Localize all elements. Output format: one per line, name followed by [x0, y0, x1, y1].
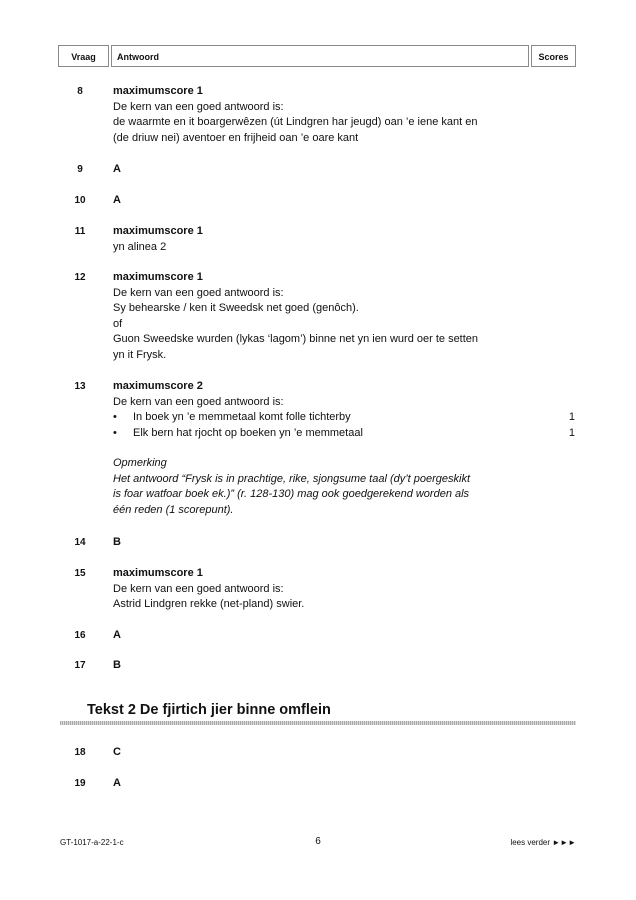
answer-intro: De kern van een goed antwoord is: [113, 100, 284, 113]
answer-line: Guon Sweedske wurden (lykas ‘lagom’) binne net yn ien wurd oer te setten [113, 333, 479, 345]
bullet-text: In boek yn ’e memmetaal komt folle tichterby [133, 411, 351, 423]
answer-intro: De kern van een goed antwoord is: [113, 395, 284, 408]
section-divider [60, 721, 576, 725]
note-line: één reden (1 scorepunt). [113, 503, 234, 516]
answer-intro: De kern van een goed antwoord is: [113, 286, 284, 299]
page-number: 6 [315, 836, 321, 847]
answer-line: Astrid Lindgren rekke (net-pland) swier. [113, 598, 305, 610]
bullet-points: 1 [568, 426, 575, 439]
answer-letter: A [113, 163, 121, 175]
question-number: 18 [74, 747, 86, 758]
answer-bullet [113, 426, 575, 442]
answer-letter: A [113, 194, 121, 206]
bullet-icon: • [113, 411, 117, 423]
question-number: 11 [74, 226, 86, 237]
answer-bullet [113, 410, 575, 426]
question-number: 8 [77, 86, 83, 97]
max-score: maximumscore 1 [113, 85, 203, 97]
note-title: Opmerking [113, 457, 167, 469]
answer-line: Sy behearske / ken it Sweedsk net goed (genôch). [113, 302, 359, 314]
answer-line: yn alinea 2 [113, 240, 167, 253]
answer-line: de waarmte en it boargerwêzen (út Lindgren har jeugd) oan ’e iene kant en [113, 116, 478, 128]
question-number: 16 [74, 630, 86, 641]
max-score: maximumscore 2 [113, 380, 203, 392]
answer-intro: De kern van een goed antwoord is: [113, 582, 284, 595]
question-number: 17 [74, 660, 86, 671]
note-line: is foar watfoar boek ek.)” (r. 128-130) mag ook goedgerekend worden als [113, 488, 470, 500]
answer-letter: B [113, 659, 121, 671]
question-number: 9 [77, 164, 83, 175]
question-number: 19 [74, 778, 86, 789]
note-line: Het antwoord “Frysk is in prachtige, rike, sjongsume taal (dy’t poergeskikt [113, 472, 471, 485]
column-header-antwoord: Antwoord [111, 45, 529, 67]
section-title: Tekst 2 De fjirtich jier binne omflein [87, 702, 331, 718]
question-number: 13 [74, 381, 86, 392]
column-header-scores: Scores [531, 45, 576, 67]
answer-line: yn it Frysk. [113, 348, 167, 361]
answer-line: of [113, 317, 123, 330]
max-score: maximumscore 1 [113, 271, 203, 283]
max-score: maximumscore 1 [113, 225, 203, 237]
bullet-text: Elk bern hat rjocht op boeken yn ’e memmetaal [133, 426, 363, 439]
answer-letter: A [113, 777, 121, 789]
bullet-points: 1 [568, 411, 575, 423]
column-header-vraag: Vraag [58, 45, 109, 67]
question-number: 10 [74, 195, 86, 206]
document-code: GT-1017-a-22-1-c [60, 838, 124, 847]
question-number: 14 [74, 537, 86, 548]
continue-label: lees verder ►►► [510, 838, 576, 847]
answer-letter: A [113, 629, 121, 641]
question-number: 12 [74, 272, 86, 283]
answer-letter: C [113, 746, 121, 758]
question-number: 15 [74, 568, 86, 579]
max-score: maximumscore 1 [113, 567, 203, 579]
bullet-icon: • [113, 426, 117, 439]
answer-line: (de driuw nei) aventoer en frijheid oan ’e oare kant [113, 131, 359, 144]
answer-letter: B [113, 536, 121, 548]
